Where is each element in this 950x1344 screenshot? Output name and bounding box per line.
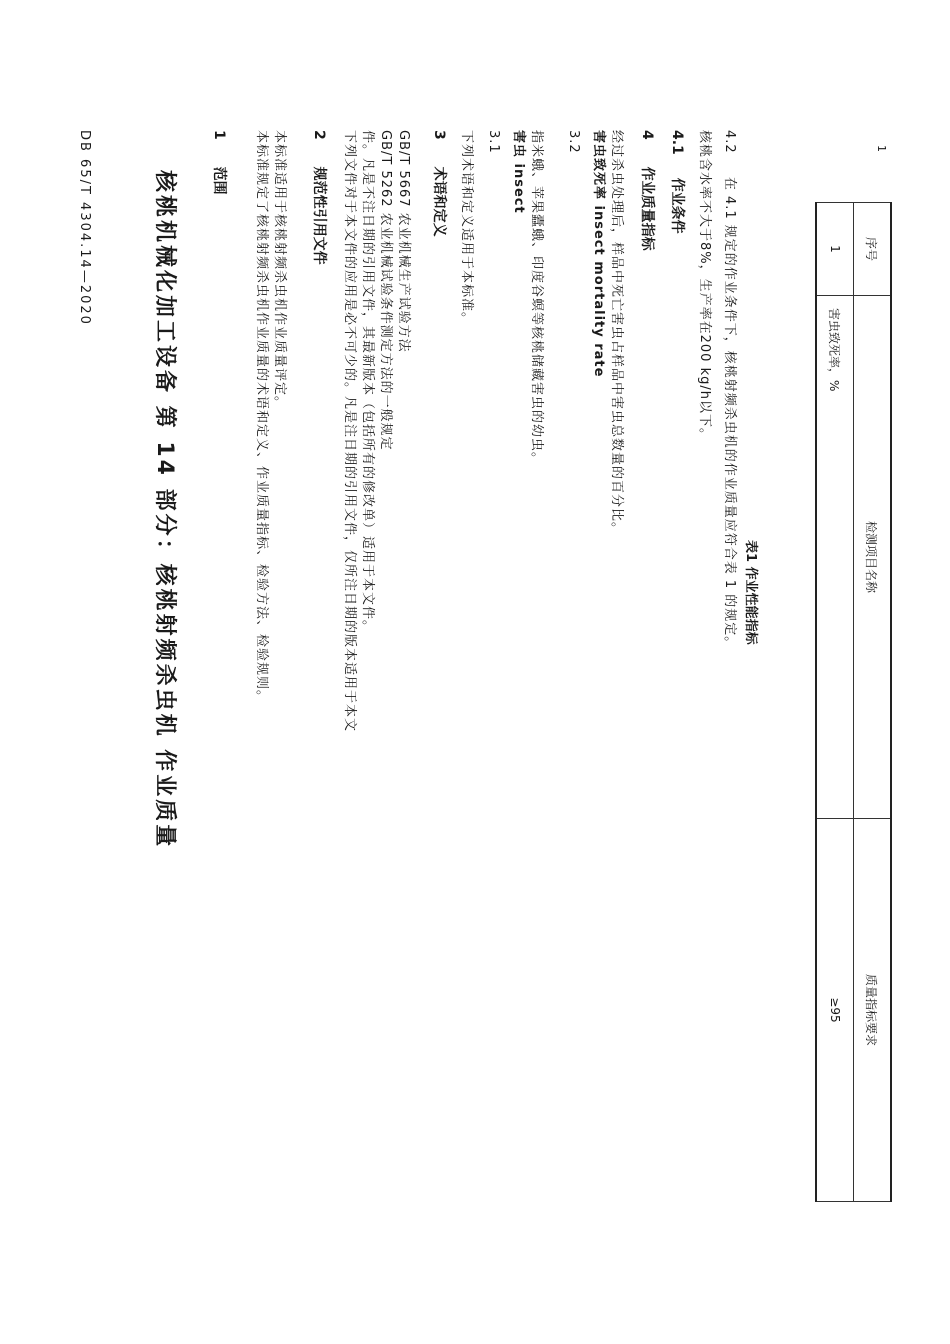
section-number: 3 [431, 130, 447, 140]
page-number: 1 [875, 145, 888, 152]
table-caption: 表1 作业性能指标 [743, 540, 758, 645]
column-header: 检测项目名称 [854, 296, 892, 819]
term-name: 害虫致死率 insect mortality rate [591, 130, 606, 378]
table-header-row [854, 203, 892, 1202]
paragraph: 件。凡是不注日期的引用文件，其最新版本（包括所有的修改单）适用于本文件。 [360, 130, 375, 635]
paragraph: 在 4.1 规定的作业条件下，核桃射频杀虫机的作业质量应符合表 1 的规定。 [722, 176, 737, 651]
subsection-4-1-heading [668, 130, 688, 234]
section-number: 4.2 [722, 130, 737, 154]
term-number: 3.2 [566, 130, 581, 154]
section-2-heading [310, 130, 330, 265]
paragraph: 本标准适用于核桃射频杀虫机作业质量评定。 [272, 130, 287, 411]
term-definition: 经过杀虫处理后，样品中死亡害虫占样品中害虫总数量的百分比。 [609, 130, 624, 537]
section-title: 术语和定义 [431, 166, 447, 237]
table-cell: 1 [816, 203, 854, 296]
section-4-heading [638, 130, 658, 251]
table-cell: ≥95 [816, 819, 854, 1202]
table-row [816, 203, 854, 1202]
paragraph: 本标准规定了核桃射频杀虫机作业质量的术语和定义、作业质量指标、检验方法、检验规则。 [254, 130, 269, 705]
column-header: 序号 [854, 203, 892, 296]
section-title: 范围 [211, 166, 227, 195]
section-number: 4.1 [669, 130, 685, 155]
section-number: 2 [311, 130, 327, 140]
reference-item: GB/T 5667 农业机械生产试验方法 [396, 130, 411, 353]
table-cell: 害虫致死率，% [816, 296, 854, 819]
column-header: 质量指标要求 [854, 819, 892, 1202]
subsection-4-2 [720, 130, 738, 650]
paragraph: 下列术语和定义适用于本标准。 [459, 130, 474, 327]
section-1-heading [210, 130, 230, 195]
document-title: 核桃机械化加工设备 第 14 部分：核桃射频杀虫机 作业质量 [152, 170, 177, 850]
section-3-heading [430, 130, 450, 237]
paragraph: 核桃含水率不大于8%，生产率在200 kg/h以下。 [697, 130, 712, 442]
paragraph: 下列文件对于本文件的应用是必不可少的。凡是注日期的引用文件，仅所注日期的版本适用于本文 [342, 130, 357, 733]
section-title: 作业质量指标 [639, 166, 655, 251]
term-name: 害虫 insect [511, 130, 526, 214]
standard-number: DB 65/T 4304.14—2020 [77, 130, 92, 326]
section-title: 作业条件 [669, 177, 685, 234]
term-number: 3.1 [486, 130, 501, 154]
performance-table [815, 202, 892, 1202]
term-definition: 指米蛾、苹果蠹蛾、印度谷螟等核桃储藏害虫的幼虫。 [529, 130, 544, 467]
section-number: 1 [211, 130, 227, 140]
section-title: 规范性引用文件 [311, 166, 327, 265]
reference-item: GB/T 5262 农业机械试验条件测定方法的一般规定 [378, 130, 393, 451]
section-number: 4 [639, 130, 655, 140]
